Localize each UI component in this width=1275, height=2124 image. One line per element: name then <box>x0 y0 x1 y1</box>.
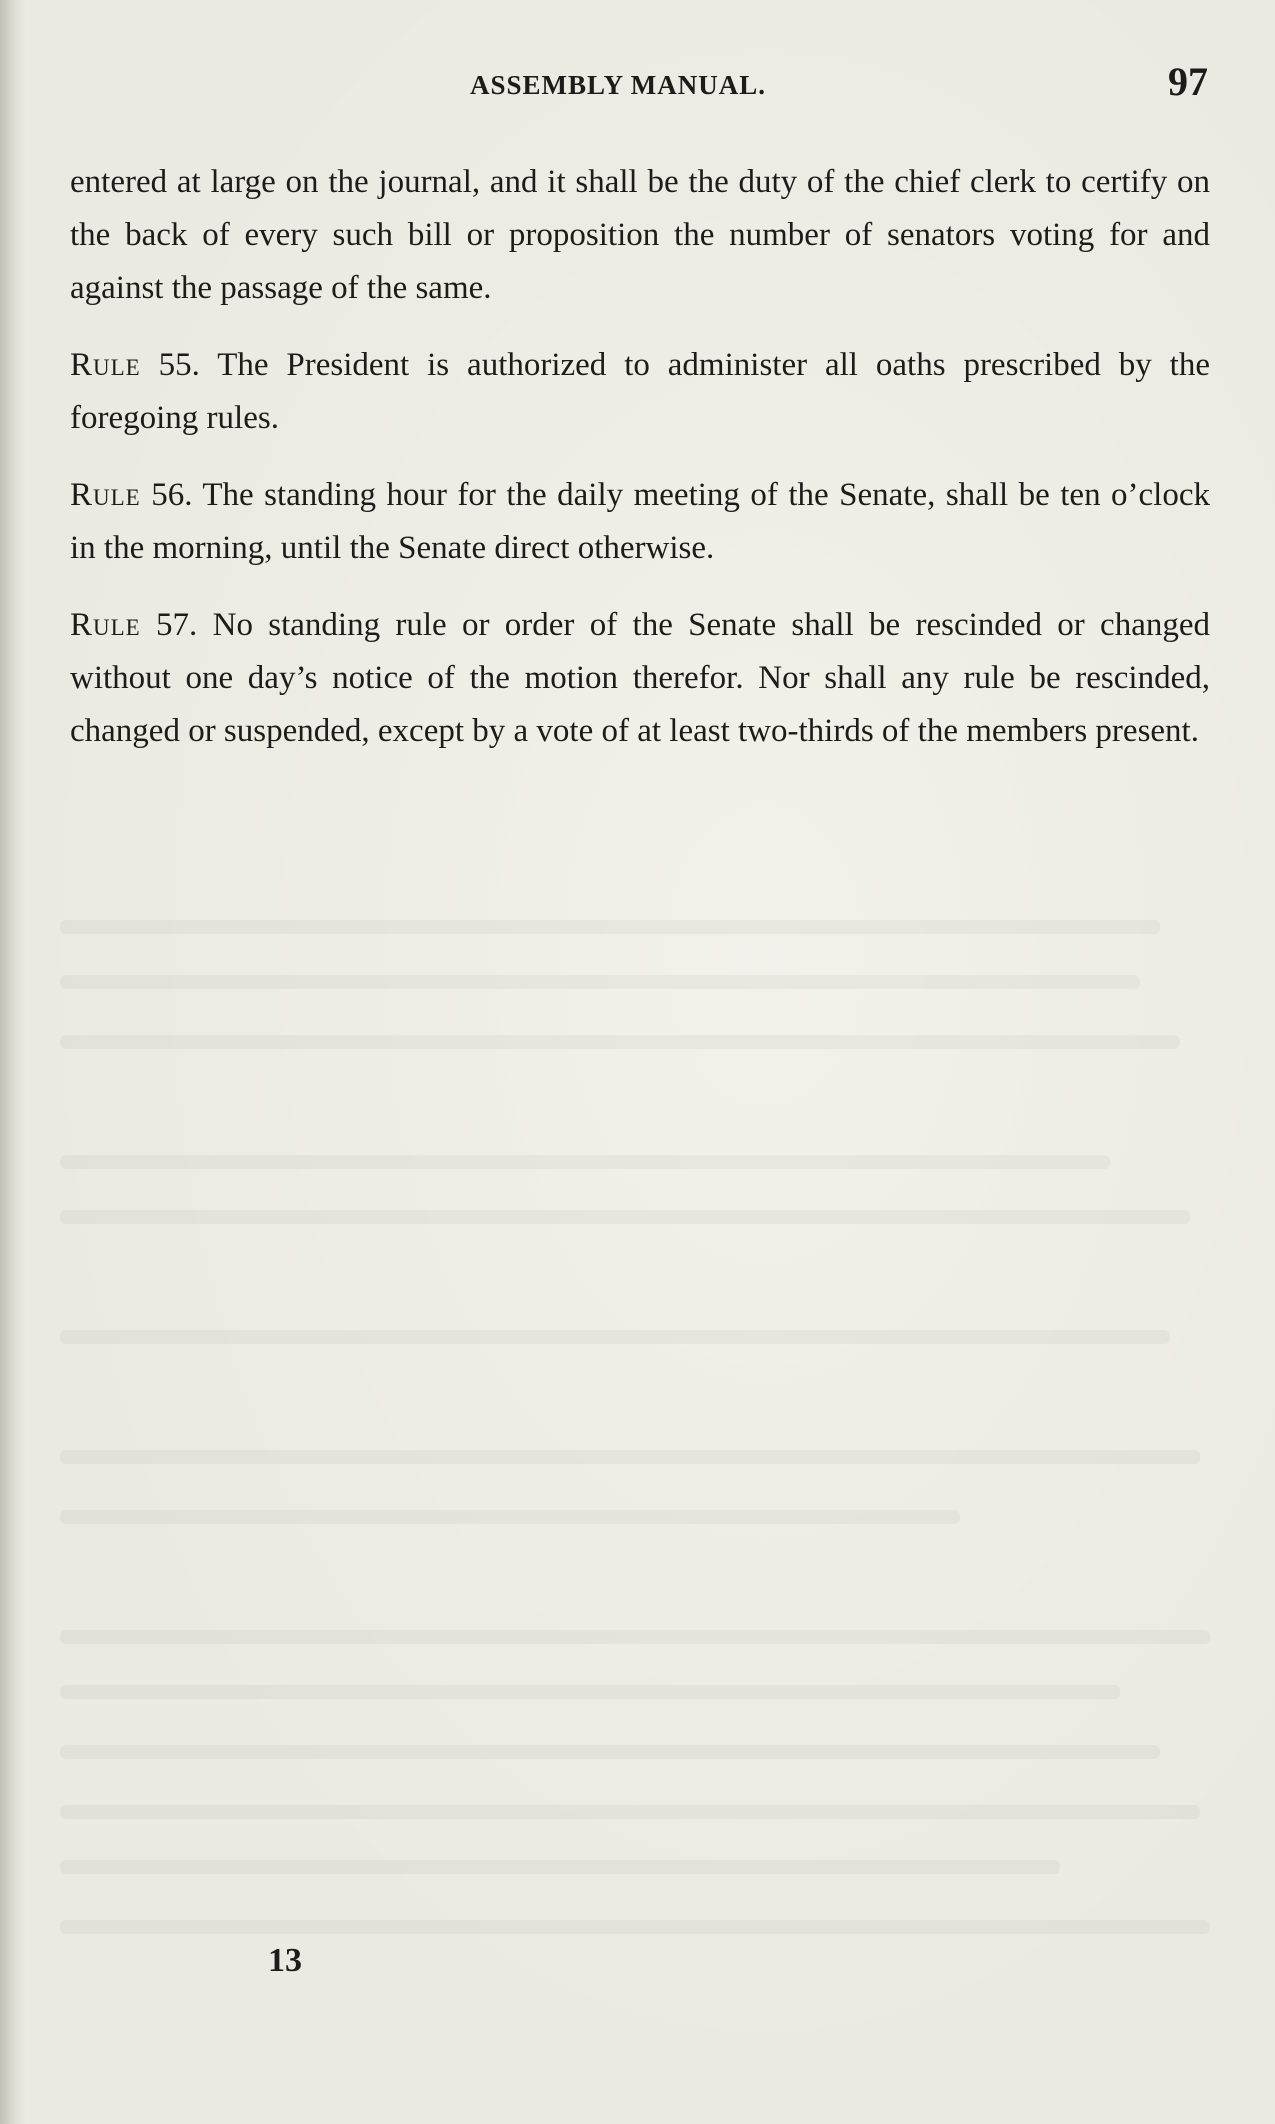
rule-text: No standing rule or order of the Senate shall be rescinded or changed without one day’s notice of the motion therefor. Nor shall any rule be rescinded, changed or suspended, except by a vote of at least two-thirds of the members present. <box>70 607 1210 749</box>
rule-number: 55. <box>158 347 200 383</box>
rule-text: The President is authorized to administer all oaths prescribed by the foregoing rules. <box>70 347 1210 436</box>
running-head: ASSEMBLY MANUAL. <box>470 70 767 100</box>
body-text <box>70 156 1210 782</box>
rule-number: 56. <box>151 477 193 513</box>
rule-label: Rule <box>70 477 141 513</box>
rule-57-paragraph <box>70 599 1210 758</box>
continuation-paragraph: entered at large on the journal, and it shall be the duty of the chief clerk to certify on the back of every such bill or proposition the number of senators voting for and against the passage of the same. <box>70 164 1210 306</box>
signature-mark: 13 <box>268 1942 302 1979</box>
rule-text: The standing hour for the daily meeting of the Senate, shall be ten o’clock in the morning, until the Senate direct otherwise. <box>70 477 1211 566</box>
rule-55-paragraph <box>70 339 1210 445</box>
rule-label: Rule <box>70 607 141 643</box>
rule-label: Rule <box>70 347 141 383</box>
binding-gutter-shadow <box>0 0 26 2124</box>
rule-56-paragraph <box>70 469 1210 575</box>
page-number: 97 <box>1168 59 1208 104</box>
rule-number: 57. <box>156 607 198 643</box>
